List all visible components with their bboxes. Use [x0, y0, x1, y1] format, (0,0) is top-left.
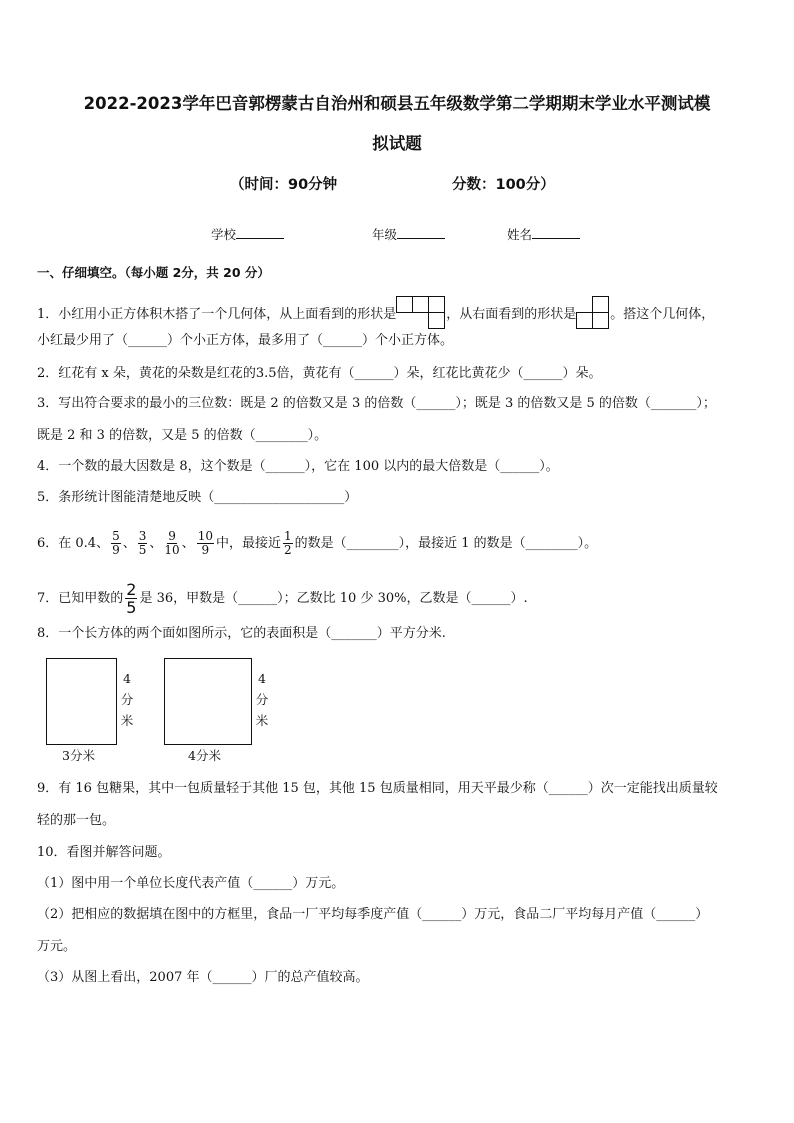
- right-view-diagram: [576, 296, 610, 329]
- side-char: 分: [255, 692, 269, 707]
- face-rectangle-right: [164, 658, 252, 745]
- grade-field[interactable]: [372, 225, 445, 243]
- fraction-denominator: 9: [112, 543, 120, 557]
- fraction-9-10: [164, 530, 179, 557]
- fraction-denominator: 5: [126, 598, 137, 617]
- fraction-numerator: 5: [112, 529, 120, 543]
- left-side-length-label: [119, 668, 135, 731]
- fraction-numerator: 9: [168, 529, 176, 543]
- q1-text-c: 。搭这个几何体，: [610, 307, 715, 322]
- school-blank[interactable]: [236, 226, 284, 239]
- side-char: 分: [120, 692, 134, 707]
- question-10-part2-line1: （2）把相应的数据填在图中的方框里，食品一厂平均每季度产值（______）万元，食品二厂平均每月产值（______）: [37, 907, 709, 922]
- fraction-denominator: 2: [283, 543, 292, 557]
- q6-prefix: 6．在 0.4、: [37, 536, 110, 551]
- school-field[interactable]: [211, 225, 284, 243]
- question-8: 8．一个长方体的两个面如图所示，它的表面积是（_______）平方分米.: [37, 626, 446, 641]
- fraction-1-2: [283, 530, 293, 557]
- question-6: [37, 525, 597, 563]
- fraction-5-9: [111, 530, 121, 557]
- top-view-diagram: [396, 296, 446, 329]
- question-9-line1: 9．有 16 包糖果，其中一包质量轻于其他 15 包，其他 15 包质量相同，用天平最少称（______）次一定能找出质量较: [37, 781, 718, 796]
- q1-text-b: ，从右面看到的形状是: [446, 307, 577, 322]
- q7-suffix: 是 36，甲数是（______）；乙数比 10 少 30%，乙数是（______）.: [139, 591, 528, 606]
- grade-blank[interactable]: [397, 226, 445, 239]
- name-blank[interactable]: [532, 226, 580, 239]
- q6-separator: 、: [149, 536, 163, 551]
- question-1-line1: [37, 298, 714, 331]
- question-4: 4．一个数的最大因数是 8，这个数是（______），它在 100 以内的最大倍数是（______）。: [37, 459, 559, 474]
- q6-separator: 、: [181, 536, 195, 551]
- side-char: 4: [258, 671, 266, 686]
- side-char: 4: [123, 671, 131, 686]
- school-label: 学校: [211, 227, 237, 242]
- question-3-line1: 3．写出符合要求的最小的三位数：既是 2 的倍数又是 3 的倍数（______）；既是 3 的倍数又是 5 的倍数（_______）；: [37, 396, 716, 411]
- fraction-denominator: 5: [138, 543, 147, 557]
- left-bottom-length-label: 3分米: [62, 748, 95, 763]
- page-title-line1: 2022-2023学年巴音郭楞蒙古自治州和硕县五年级数学第二学期期末学业水平测试模: [83, 94, 711, 113]
- question-7: [37, 580, 528, 618]
- top-view-shape: [396, 296, 446, 329]
- fraction-numerator: 3: [138, 529, 147, 543]
- question-2: 2．红花有 x 朵，黄花的朵数是红花的3.5倍，黄花有（______）朵，红花比黄花少（______）朵。: [37, 366, 602, 381]
- score-label: 分数：100分）: [452, 177, 555, 193]
- fraction-numerator: 2: [126, 580, 137, 599]
- question-10: 10．看图并解答问题。: [37, 845, 171, 860]
- q6-mid: 中，最接近: [215, 536, 281, 551]
- question-9-line2: 轻的那一包。: [37, 813, 116, 828]
- fraction-denominator: 10: [164, 543, 180, 557]
- name-field[interactable]: [507, 225, 580, 243]
- fraction-2-5: [125, 581, 137, 616]
- fraction-numerator: 1: [283, 529, 292, 543]
- question-3-line2: 既是 2 和 3 的倍数，又是 5 的倍数（________）。: [37, 428, 328, 443]
- face-rectangle-left: [46, 658, 117, 745]
- question-10-part1: （1）图中用一个单位长度代表产值（______）万元。: [37, 876, 345, 891]
- name-label: 姓名: [507, 227, 533, 242]
- q6-separator: 、: [122, 536, 136, 551]
- grade-label: 年级: [372, 227, 398, 242]
- question-5: 5．条形统计图能清楚地反映（____________________）: [37, 490, 358, 505]
- question-10-part2-line2: 万元。: [37, 939, 77, 954]
- fraction-3-5: [138, 530, 148, 557]
- section-heading: 一、仔细填空。（每小题 2分，共 20 分）: [37, 265, 270, 280]
- q7-prefix: 7．已知甲数的: [37, 591, 124, 606]
- side-char: 米: [120, 713, 134, 728]
- side-char: 米: [255, 713, 269, 728]
- page-title-line2: 拟试题: [372, 134, 422, 153]
- q6-suffix: 的数是（________），最接近 1 的数是（________）。: [294, 536, 598, 551]
- q1-text-a: 1．小红用小正方体积木搭了一个几何体，从上面看到的形状是: [37, 307, 397, 322]
- question-1-line2: 小红最少用了（______）个小正方体，最多用了（______）个小正方体。: [37, 333, 454, 348]
- right-side-length-label: [254, 668, 270, 731]
- fraction-10-9: [197, 530, 214, 557]
- time-label: （时间：90分钟: [230, 177, 338, 193]
- right-view-shape: [576, 296, 610, 329]
- question-10-part3: （3）从图上看出，2007 年（______）厂的总产值较高。: [37, 970, 369, 985]
- fraction-numerator: 10: [197, 529, 213, 543]
- right-bottom-length-label: 4分米: [188, 748, 221, 763]
- fraction-denominator: 9: [201, 543, 210, 557]
